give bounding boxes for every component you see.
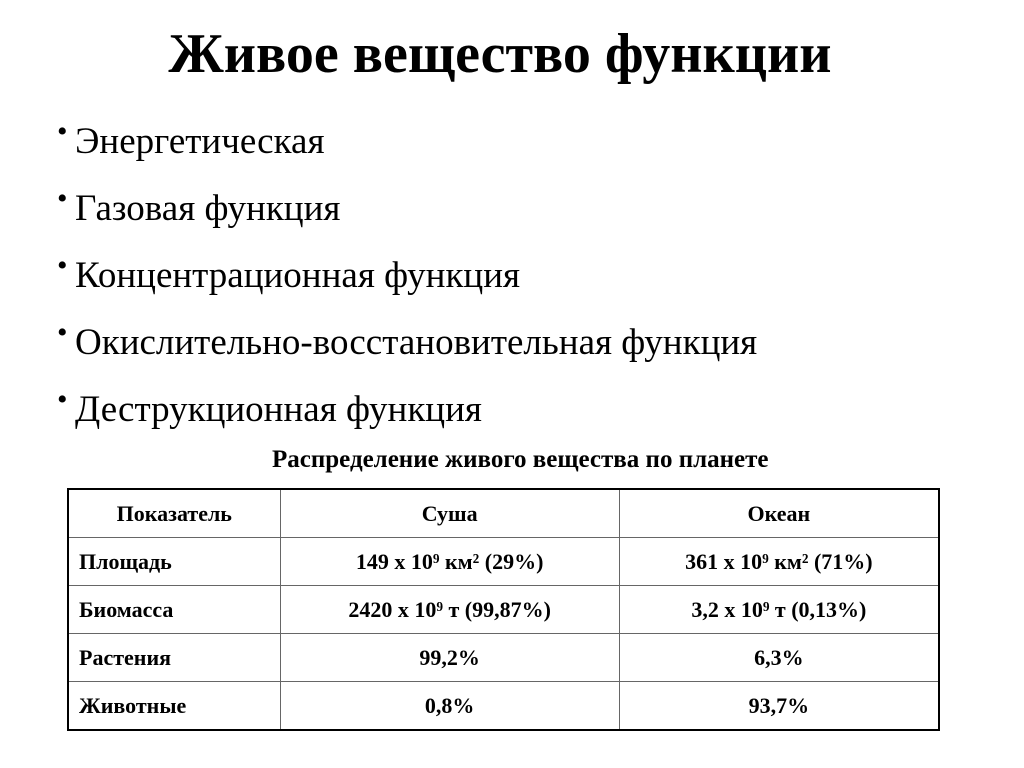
list-item [55, 309, 757, 376]
header-land: Суша [280, 489, 619, 538]
ocean-cell: 3,2 х 10⁹ т (0,13%) [619, 586, 939, 634]
land-cell: 149 х 10⁹ км² (29%) [280, 538, 619, 586]
function-list [55, 108, 757, 443]
table-row [68, 586, 939, 634]
ocean-cell: 6,3% [619, 634, 939, 682]
ocean-cell: 361 х 10⁹ км² (71%) [619, 538, 939, 586]
distribution-table [67, 488, 940, 731]
bullet-dot: • [57, 115, 68, 148]
list-item-text: Окислительно-восстановительная функция [75, 322, 758, 363]
row-label: Животные [68, 682, 280, 731]
row-label: Биомасса [68, 586, 280, 634]
header-ocean: Океан [619, 489, 939, 538]
slide-title: Живое вещество функции [168, 23, 832, 85]
bullet-dot: • [57, 383, 68, 416]
header-indicator: Показатель [68, 489, 280, 538]
list-item [55, 242, 757, 309]
table-header-row [68, 489, 939, 538]
row-label: Площадь [68, 538, 280, 586]
list-item-text: Энергетическая [75, 121, 325, 162]
table-row [68, 538, 939, 586]
table-row [68, 682, 939, 731]
list-item [55, 376, 757, 443]
list-item-text: Деструкционная функция [75, 389, 482, 430]
list-item-text: Концентрационная функция [75, 255, 521, 296]
ocean-cell: 93,7% [619, 682, 939, 731]
list-item [55, 108, 757, 175]
land-cell: 2420 х 10⁹ т (99,87%) [280, 586, 619, 634]
land-cell: 0,8% [280, 682, 619, 731]
row-label: Растения [68, 634, 280, 682]
table-row [68, 634, 939, 682]
list-item-text: Газовая функция [75, 188, 341, 229]
list-item [55, 175, 757, 242]
bullet-dot: • [57, 316, 68, 349]
land-cell: 99,2% [280, 634, 619, 682]
bullet-dot: • [57, 182, 68, 215]
table-caption: Распределение живого вещества по планете [272, 446, 769, 473]
bullet-dot: • [57, 249, 68, 282]
